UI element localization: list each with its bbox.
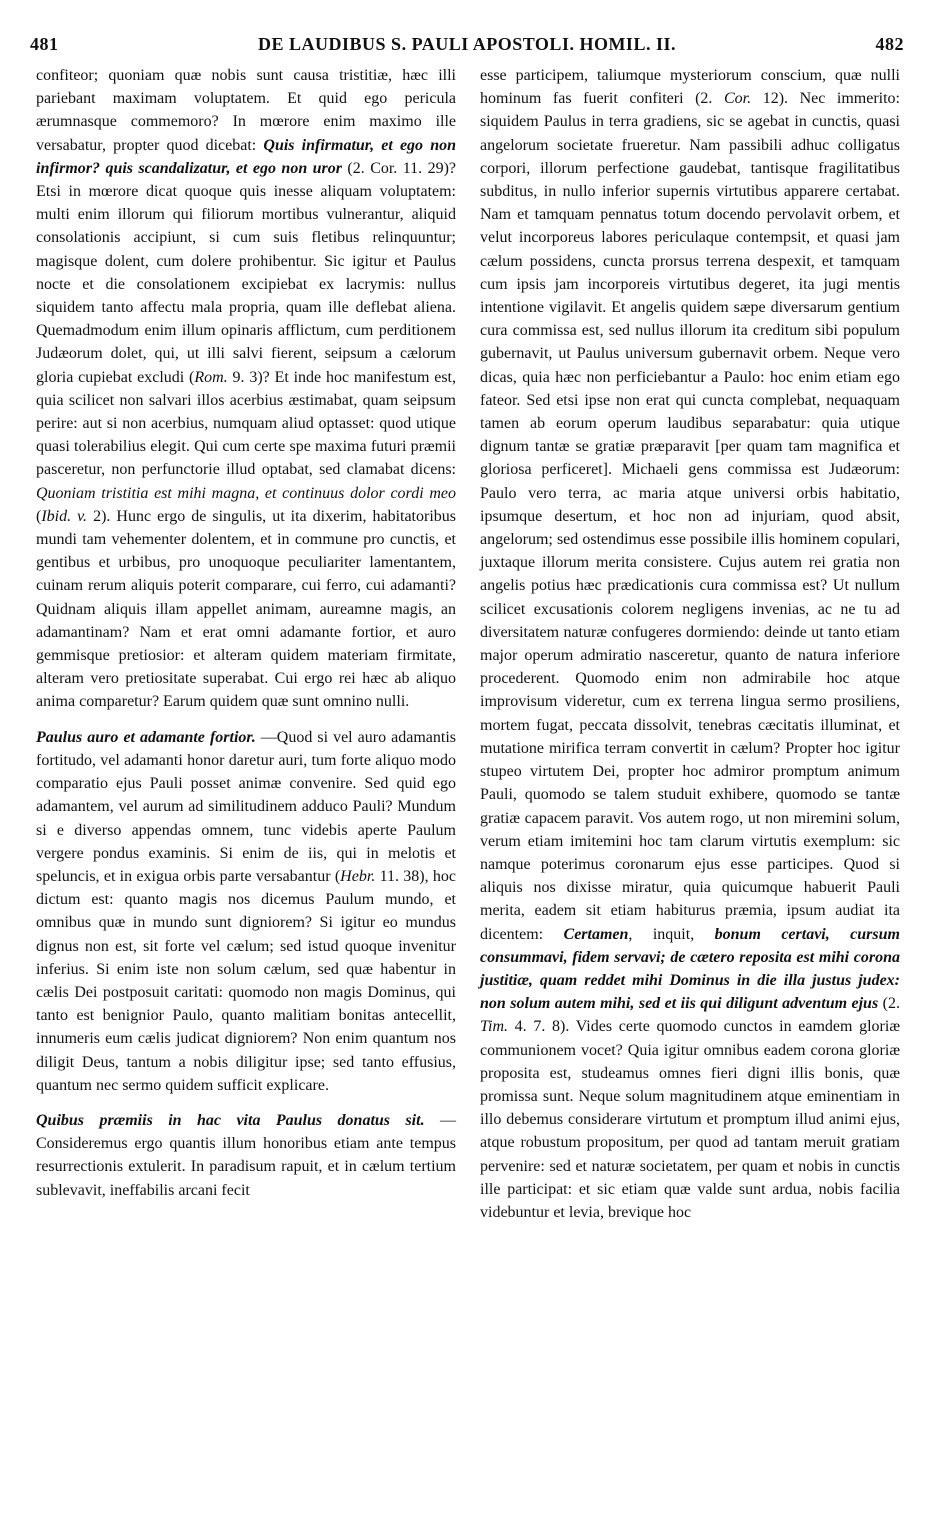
section-heading: Quibus præmiis in hac vita Paulus donatus sit. [36,1111,425,1129]
running-header [30,34,904,56]
scripture-quote: Quis infirmatur, et ego non infirmor? quis scandalizatur, et ego non uror [36,136,456,177]
citation: Ibid. v. [41,507,88,525]
text-run: ( [36,507,42,525]
page-number-left: 481 [30,34,59,54]
text-run: , inquit, [628,925,715,943]
citation: Hebr. [340,867,376,885]
scripture-quote: Quoniam tristitia est mihi magna, et continuus dolor cordi meo [36,484,456,502]
paragraph [36,1109,456,1202]
text-run: esse participem, taliumque mysteriorum conscium, quæ nulli hominum fas fuerit confiteri (2. [480,67,900,108]
paragraph [36,64,456,714]
citation: Cor. [724,90,752,108]
running-title: DE LAUDIBUS S. PAULI APOSTOLI. HOMIL. II. [258,34,676,54]
text-run: 9. 3)? Et inde hoc manifestum est, quia scilicet non salvari illos acerbius æstimabat, quam seipsum perire: aut si non acerbius, numquam aliud optasset: quod utique quasi tolerabilius elegit. Qui cum certe spe maxima futuri præmii pasceretur, non perfunctorie illud optabat, sed clamabat dicens: [36,368,456,479]
text-run: 12). Nec immerito: siquidem Paulus in terra gradiens, sic se agebat in cunctis, quasi angelorum societate frueretur. Nam passibili adhuc colligatus corpori, illorum perfectione gaudebat, tantisque fragilitatibus subditus, in nullo inferior supernis virtutibus apparere certabat. Nam et tamquam pennatus totum docendo pervolavit orbem, et velut incorporeus labores periculaque contempsit, et quasi jam cælum possidens, cuncta prorsus terrena despexit, et tamquam cum ipsis jam incorporeis virtutibus degeret, ita jugi mentis intentione vigilavit. Et angelis quidem sæpe diversarum gentium cura commissa est, sed nullus illorum ita creditum sibi populum gubernavit, ut Paulus universum gubernavit orbem. Neque vero dicas, quia hæc non perficiebantur a Paulo: hoc enim etiam ego fateor. Sed etsi ipse non erat qui cuncta complebat, nequaquam tamen ab eorum operum laudibus separabatur: quia utique dignum tantæ se gratiæ præparavit [per quam tam magnifica et gloriosa perficeret]. Michaeli gens commissa est Judæorum: Paulo vero terra, ac maria atque universi orbis habitatio, ipsumque desertum, et hoc non ad injuriam, quod absit, angelorum; sed ostendimus esse possibile illis hominem copulari, juxtaque illorum merita consistere. Cujus autem rei gratia non angelis potius hæc prædicationis cura commissa est? Ut nullum scilicet excusationis colorem negligens invenias, ac ne tu ad diversitatem naturæ confugeres dormiendo: deinde ut tanto etiam major operum admiratio nasceretur, quanto de natura inferiore procederent. Quomodo enim non admirabile hoc atque improvisum videretur, cum ex terrena lingua sermo prosiliens, mortem fugat, peccata dissolvit, tenebras cæcitatis illuminat, et mutatione mirifica terram convertit in cælum? Propter hoc igitur stupeo virtutem Dei, propter hoc admiror promptum animum Pauli, quomodo se talem studuit exhibere, quomodo se tantæ gratiæ capacem paravit. Vos autem rogo, ut non miremini solum, verum etiam imitemini hoc tam clarum virtutis exemplum: sic namque poterimus coronarum ejus esse participes. Quod si aliquis nos dixisse miratur, quia quicumque habuerit Pauli merita, eadem sit etiam habiturus præmia, ipsum audiat ita dicentem: [480,90,901,943]
citation: Tim. [480,1018,509,1036]
page-number-right: 482 [875,34,904,54]
left-column [36,64,456,1202]
text-run: (2. [878,995,900,1013]
text-run: (2. Cor. 11. 29)? Etsi in mœrore dicat quoque quis inesse aliquam voluptatem: multi enim illorum qui filiorum mortibus vulnerantur, aliquid consolationis accipiunt, si cum suis fletibus relinquuntur; magisque dolent, cum dolere prohibentur. Sic igitur et Paulus nocte et die consolationem excipiebat ex lacrymis: nullus siquidem tanto affectu mala propria, quam ille deflebat aliena. Quemadmodum enim illum opinaris afflictum, cum perditionem Judæorum dolet, qui, ut illi salvi fierent, seipsum a cælorum gloria cupiebat excludi ( [36,159,456,386]
right-column [480,64,900,1224]
scripture-quote: bonum certavi, cursum consummavi, fidem servavi; de cætero reposita est mihi corona justitiæ, quam reddet mihi Dominus in die illa justus judex: non solum autem mihi, sed et iis qui diligunt adventum ejus [480,925,900,1013]
text-run: 4. 7. 8). Vides certe quomodo cunctos in eamdem gloriæ communionem vocet? Quia igitur omnibus eadem corona gloriæ proposita est, studeamus omnes fieri digni illis bonis, quæ promissa sunt. Neque solum magnitudinem atque eminentiam in illo debemus considerare virtutum et promptum illud animi ejus, atque robustum propositum, per quod ad tantam meruit gratiam pervenire: sed et naturæ societatem, per quam et nobis in cunctis ille participat: et sic etiam quæ valde sunt ardua, nobis facilia videbuntur et levia, brevique hoc [480,1018,900,1221]
section-heading: Paulus auro et adamante fortior. [36,728,256,746]
scripture-quote: Certamen [563,925,629,943]
text-run: 2). Hunc ergo de singulis, ut ita dixerim, habitatoribus mundi tam vehementer dolentem, et in commune pro cunctis, et gentibus et urbibus, pro unoquoque peculiariter lamentantem, cuinam rerum aliquis poterit comparare, cui ferro, cui adamanti? Quidnam aliquis illam appellet animam, aureamne magis, an adamantinam? Nam et erat omni adamante fortior, et auro gemmisque pretiosior: et alteram quidem materiam firmitate, alteram vero pretiositate superabat. Cui ergo rei hæc ab aliquo anima comparetur? Earum quidem quæ sunt omnino nulli. [36,507,457,711]
text-run: — Consideremus ergo quantis illum honoribus etiam ante tempus resurrectionis extulerit. In paradisum rapuit, et in cælum tertium sublevavit, ineffabilis arcani fecit [36,1111,457,1199]
text-run: —Quod si vel auro adamantis fortitudo, vel adamanti honor daretur auri, tum forte aliquo modo comparatio ejus Pauli posset animæ convenire. Sed quid ego adamantem, vel aurum ad similitudinem adduco Pauli? Mundum si e diverso appendas omnem, tunc videbis aperte Paulum vergere pondus examinis. Si enim de iis, qui in melotis et speluncis, et in exigua orbis parte versabantur ( [36,728,457,885]
citation: Rom. [194,368,228,386]
paragraph [480,64,900,1224]
paragraph [36,726,456,1097]
text-run: confiteor; quoniam quæ nobis sunt causa tristitiæ, hæc illi pariebant maximam voluptatem. Et quid ego pericula ærumnasque commemoro? In mœrore enim maximo ille versabatur, propter quod dicebat: [36,67,456,154]
text-run: 11. 38), hoc dictum est: quanto magis nos dicemus Paulum mundo, et omnibus quæ in mundo sunt digniorem? Si igitur eo mundus dignus non est, sit forte vel cælum; sed istud quoque invenitur inferius. Si enim iste non solum cælum, sed quæ habentur in cælis Dei postposuit caritati: quomodo non magis Dominus, qui tanto est benignior Paulo, quanto malitiam bonitas antecellit, innumeris eum cælis judicat digniorem? Non enim quantum nos diligit Deus, tantum a nobis diligitur ipse; sed tanto effusius, quantum nec sermo quidem sufficit explicare. [36,867,456,1094]
